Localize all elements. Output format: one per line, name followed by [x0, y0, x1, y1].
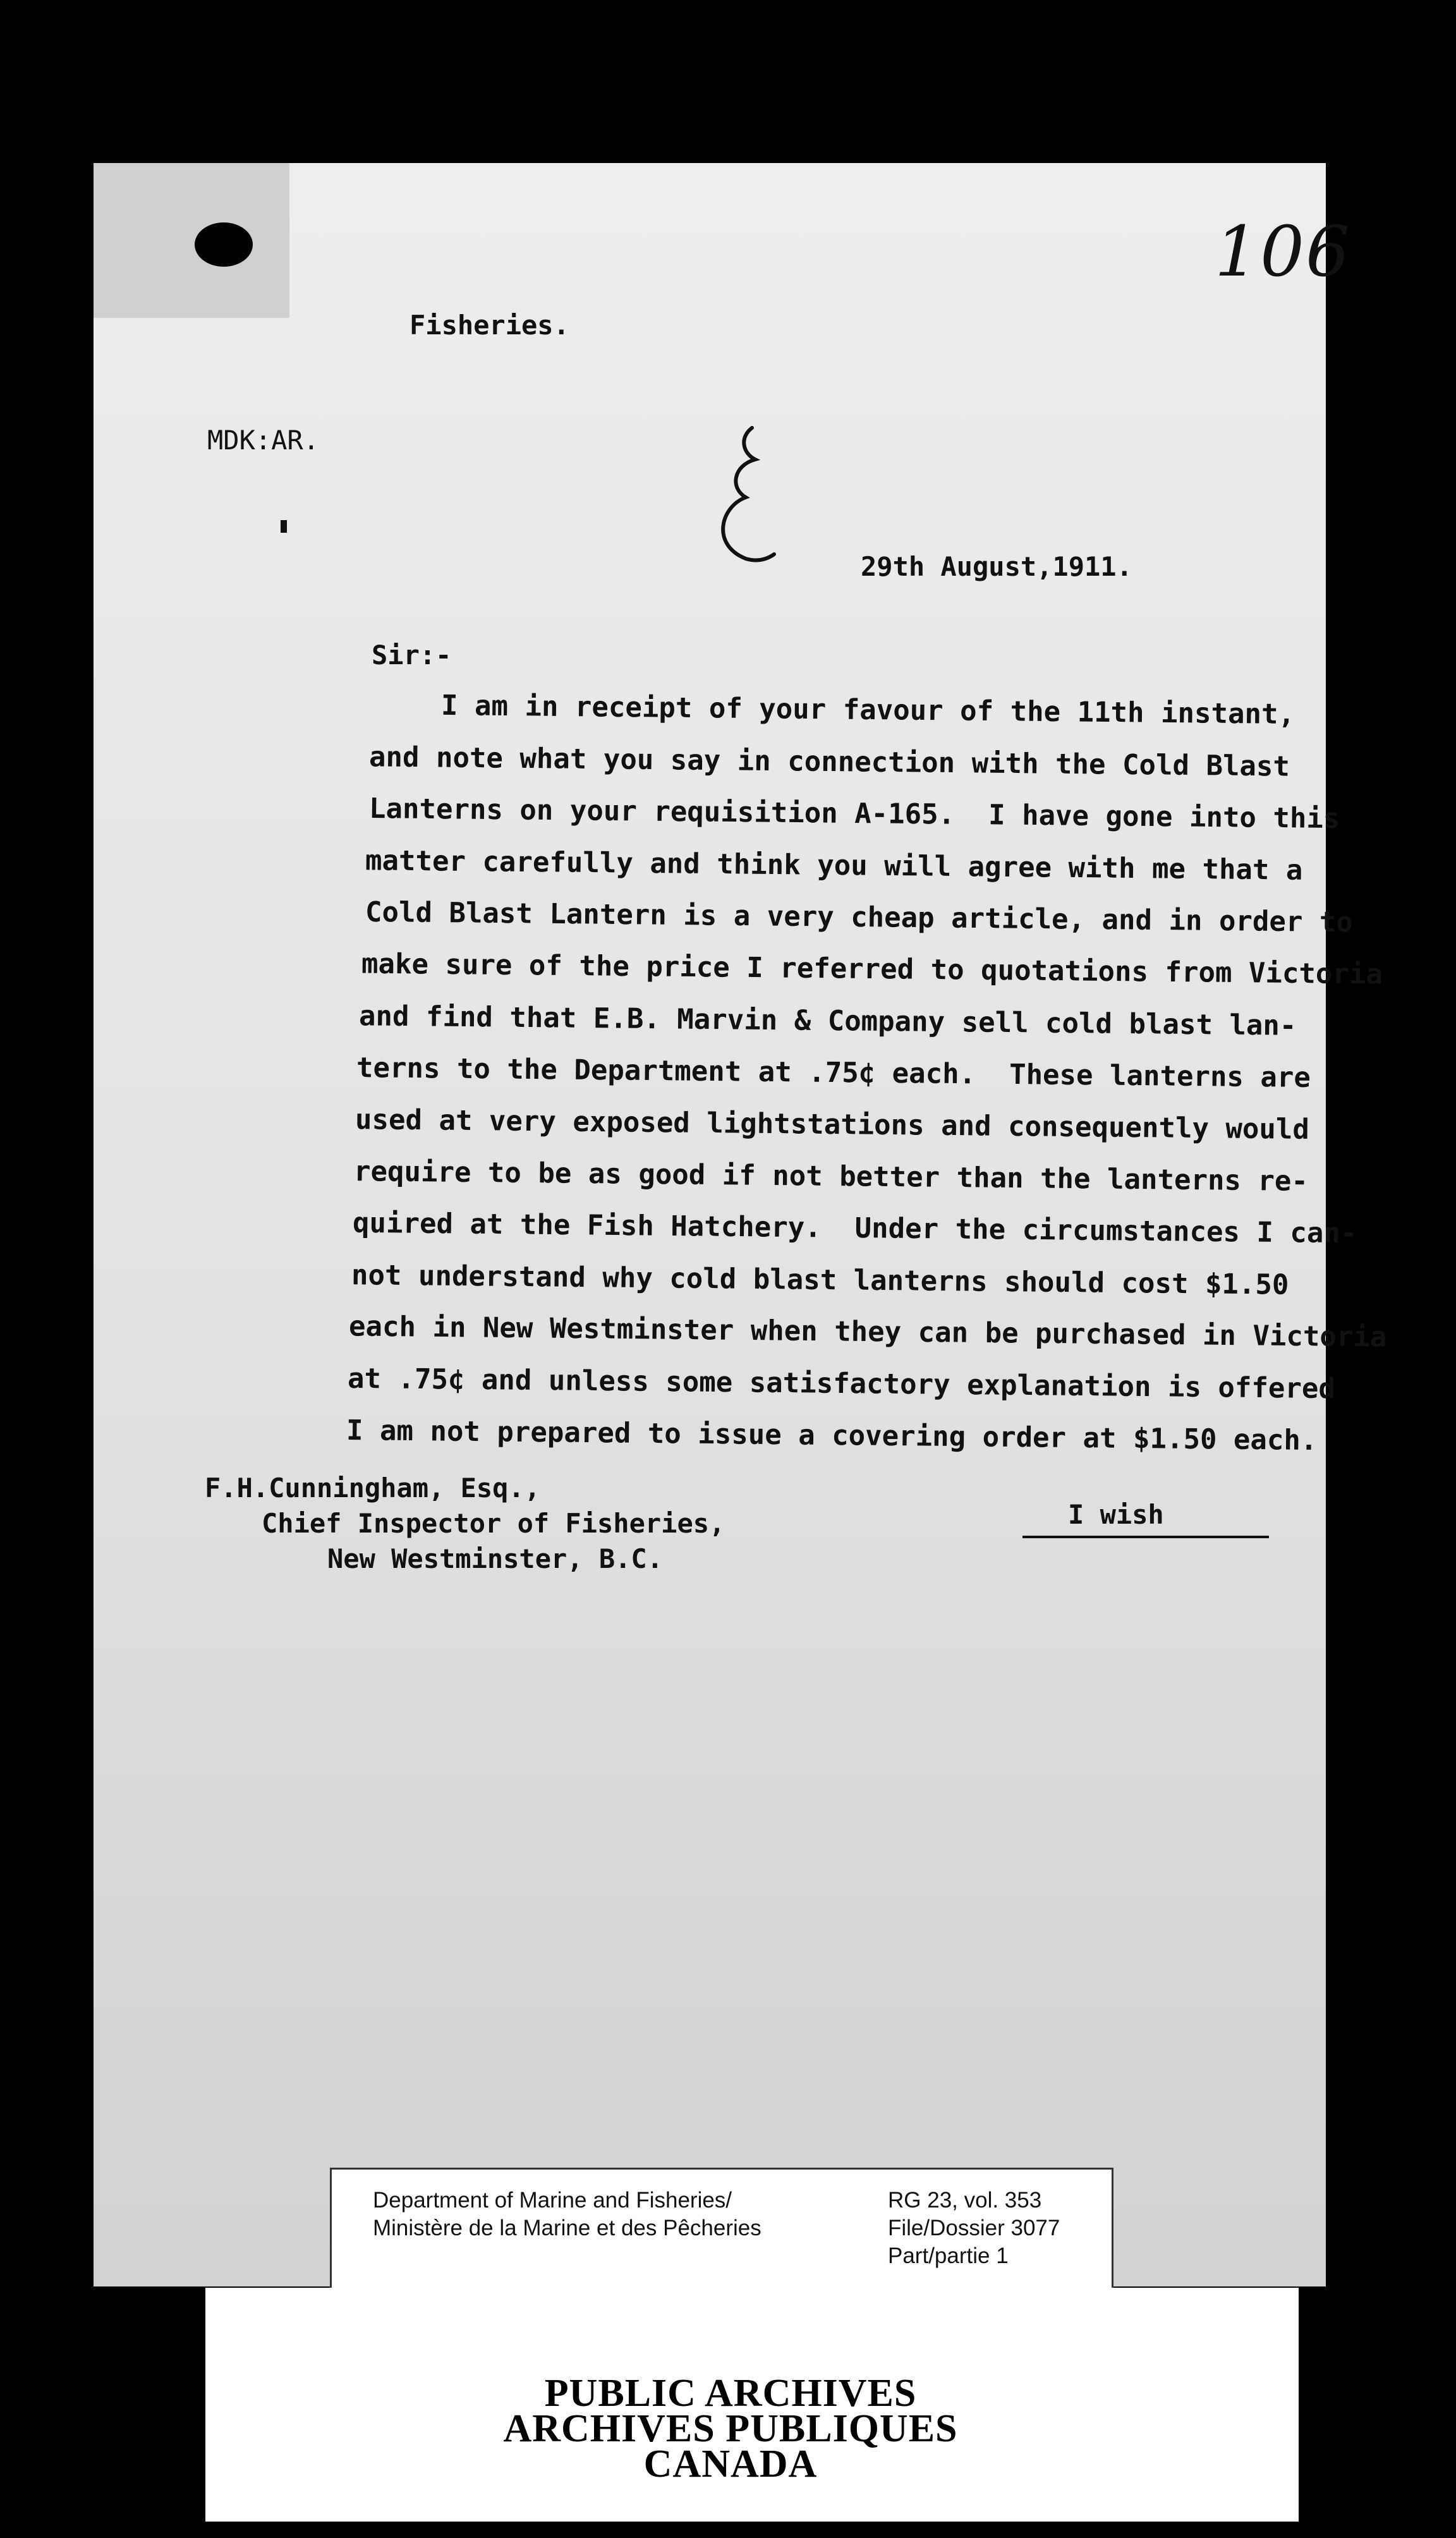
- body-line: used at very exposed lightstations and consequently would: [355, 1103, 1310, 1146]
- department-line-fr: Ministère de la Marine et des Pêcheries: [373, 2216, 761, 2240]
- addressee-title: Chief Inspector of Fisheries,: [262, 1508, 725, 1539]
- salutation: Sir:-: [372, 640, 452, 671]
- rg-volume: RG 23, vol. 353: [888, 2188, 1042, 2213]
- body-line: and find that E.B. Marvin & Company sell cold blast lan-: [358, 1000, 1297, 1042]
- department-line-en: Department of Marine and Fisheries/: [373, 2188, 732, 2213]
- letter-date: 29th August,1911.: [861, 551, 1132, 582]
- handwritten-e-mark: [708, 418, 784, 570]
- continuation-rule: [1022, 1536, 1269, 1538]
- stamp-line-canada: CANADA: [643, 2443, 818, 2486]
- body-line: at .75¢ and unless some satisfactory explanation is offered: [347, 1362, 1336, 1406]
- letter-header: Fisheries.: [410, 310, 569, 341]
- addressee-name: F.H.Cunningham, Esq.,: [205, 1472, 541, 1503]
- punch-hole: [195, 222, 253, 267]
- body-line: Lanterns on your requisition A-165. I have gone into this: [368, 792, 1340, 835]
- body-line: I am not prepared to issue a covering order at $1.50 each.: [346, 1414, 1318, 1457]
- body-line: and note what you say in connection with the Cold Blast: [368, 741, 1290, 783]
- addressee-location: New Westminster, B.C.: [327, 1543, 664, 1574]
- body-line: matter carefully and think you will agree with me that a: [365, 844, 1303, 887]
- stray-mark: [281, 520, 287, 533]
- reference-code: MDK:AR.: [207, 425, 320, 456]
- body-line: require to be as good if not better than the lanterns re-: [353, 1155, 1309, 1198]
- body-line: each in New Westminster when they can be purchased in Victoria: [348, 1310, 1387, 1354]
- body-line: not understand why cold blast lanterns should cost $1.50: [351, 1259, 1289, 1301]
- body-line: terns to the Department at .75¢ each. These lanterns are: [356, 1052, 1311, 1094]
- body-line: I am in receipt of your favour of the 11th instant,: [440, 689, 1295, 731]
- page-corner-patch: [94, 163, 289, 318]
- body-line: make sure of the price I referred to quotations from Victoria: [361, 947, 1383, 991]
- file-dossier: File/Dossier 3077: [888, 2216, 1060, 2240]
- body-line: quired at the Fish Hatchery. Under the circumstances I can-: [352, 1206, 1357, 1250]
- stamp-line-public-archives: PUBLIC ARCHIVES: [544, 2372, 917, 2415]
- continuation-word: I wish: [1068, 1499, 1164, 1530]
- handwritten-page-number: 106: [1215, 211, 1351, 292]
- part-partie: Part/partie 1: [888, 2244, 1009, 2268]
- stamp-line-archives-publiques: ARCHIVES PUBLIQUES: [503, 2407, 958, 2450]
- body-line: Cold Blast Lantern is a very cheap article, and in order to: [365, 896, 1354, 939]
